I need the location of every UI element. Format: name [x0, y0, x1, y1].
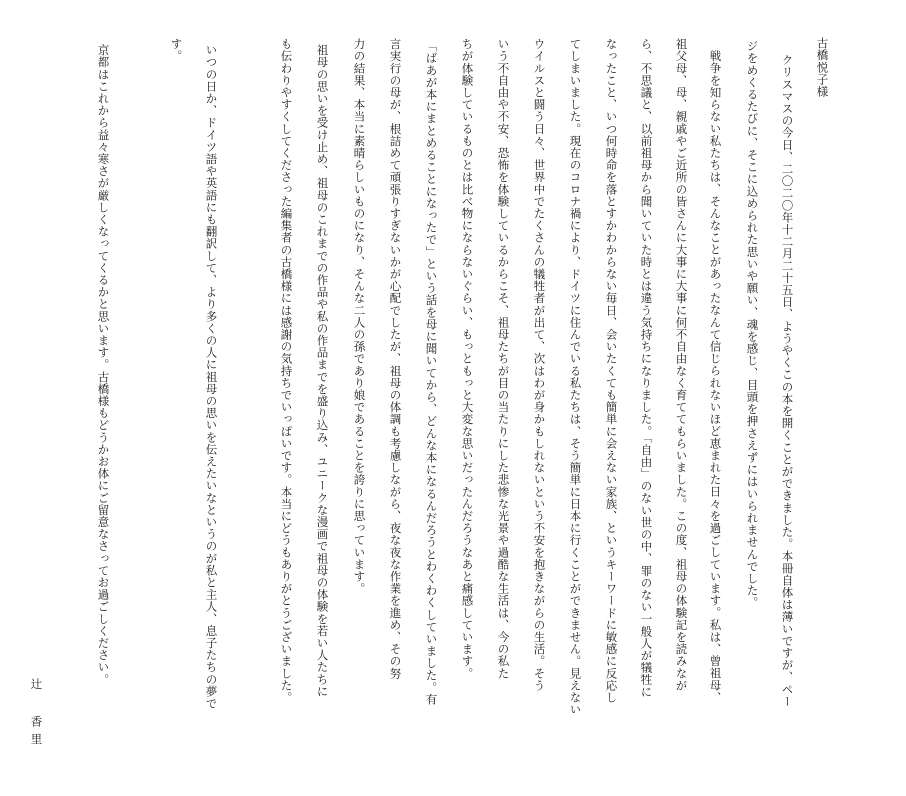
letter-line: クリスマスの今日、二〇二〇年十二月二十五日、ようやくこの本を開くことができました。本冊自体は薄いですが、ペー — [780, 54, 795, 708]
letter-line: 祖母の思いを受け止め、祖母のこれまでの作品や私の作品までを盛り込み、ユニークな漫画で祖母の体験を若い人たちに — [315, 44, 330, 698]
letter-line: 祖父母、母、親戚やご近所の皆さんに大事に大事に何不自由なく育ててもらいました。この度、祖母の体験記を読みなが — [674, 38, 689, 692]
letter-line: てしまいました。現在のコロナ禍により、ドイツに住んでいる私たちは、そう簡単に日本に行くことができません。見えない — [568, 38, 583, 716]
letter-line: 力の結果、本当に素晴らしいものになり、そんな二人の孫であり娘であることを誇りに思っています。 — [352, 38, 367, 595]
letter-line: いつの日か、ドイツ語や英語にも翻訳して、より多くの人に祖母の思いを伝えたいなというのが私と主人、息子たちの夢で — [204, 44, 219, 710]
letter-line: 戦争を知らない私たちは、そんなことがあったなんて信じられないほど恵まれた日々を過ごしています。私は、曾祖母、 — [708, 50, 723, 704]
letter-line: 「ばあが本にまとめることになったで」という話を母に聞いてから、どんな本になるんだろうとわくわくしていました。有 — [424, 40, 439, 706]
letter-line: ウイルスと闘う日々、世界中でたくさんの犠牲者が出て、次はわが身かもしれないという不安を抱きながらの生活。そう — [532, 38, 547, 692]
letter-line: 言実行の母が、根詰めて頑張りすぎないかが心配でしたが、祖母の体調も考慮しながら、夜な夜な作業を進め、その努 — [388, 38, 403, 680]
letter-line: ちが体験しているものとは比べ物にならないぐらい、もっともっと大変な思いだったんだろうなあと痛感しています。 — [460, 38, 475, 680]
salutation: 古橋悦子様 — [815, 37, 830, 98]
letter-line: ら、不思議と、以前祖母から聞いていた時とは違う気持ちになりました。「自由」のない世の中、罪のない一般人が犠牲に — [639, 38, 654, 698]
letter-line: いう不自由や不安、恐怖を体験しているからこそ、祖母たちが目の当たりにした悲惨な光景や過酷な生活は、今の私た — [496, 38, 511, 680]
signature: 辻 香里 — [29, 678, 44, 751]
letter-line: なったこと、いつ何時命を落とすかわからない毎日、会いたくても簡単に会えない家族、というキーワードに敏感に反応し — [604, 38, 619, 704]
letter-line: す。 — [169, 38, 184, 63]
letter-line: 京都はこれから益々寒さが厳しくなってくるかと思います。古橋様もどうかお体にご留意なさってお過ごしください。 — [96, 44, 111, 686]
letter-line: も伝わりやすくしてくださった編集者の古橋様には感謝の気持ちでいっぱいです。本当にどうもありがとうございました。 — [279, 38, 294, 704]
letter-line: ジをめくるたびに、そこに込められた思いや願い、魂を感じ、目頭を押さえずにはいられませんでした。 — [745, 40, 760, 609]
